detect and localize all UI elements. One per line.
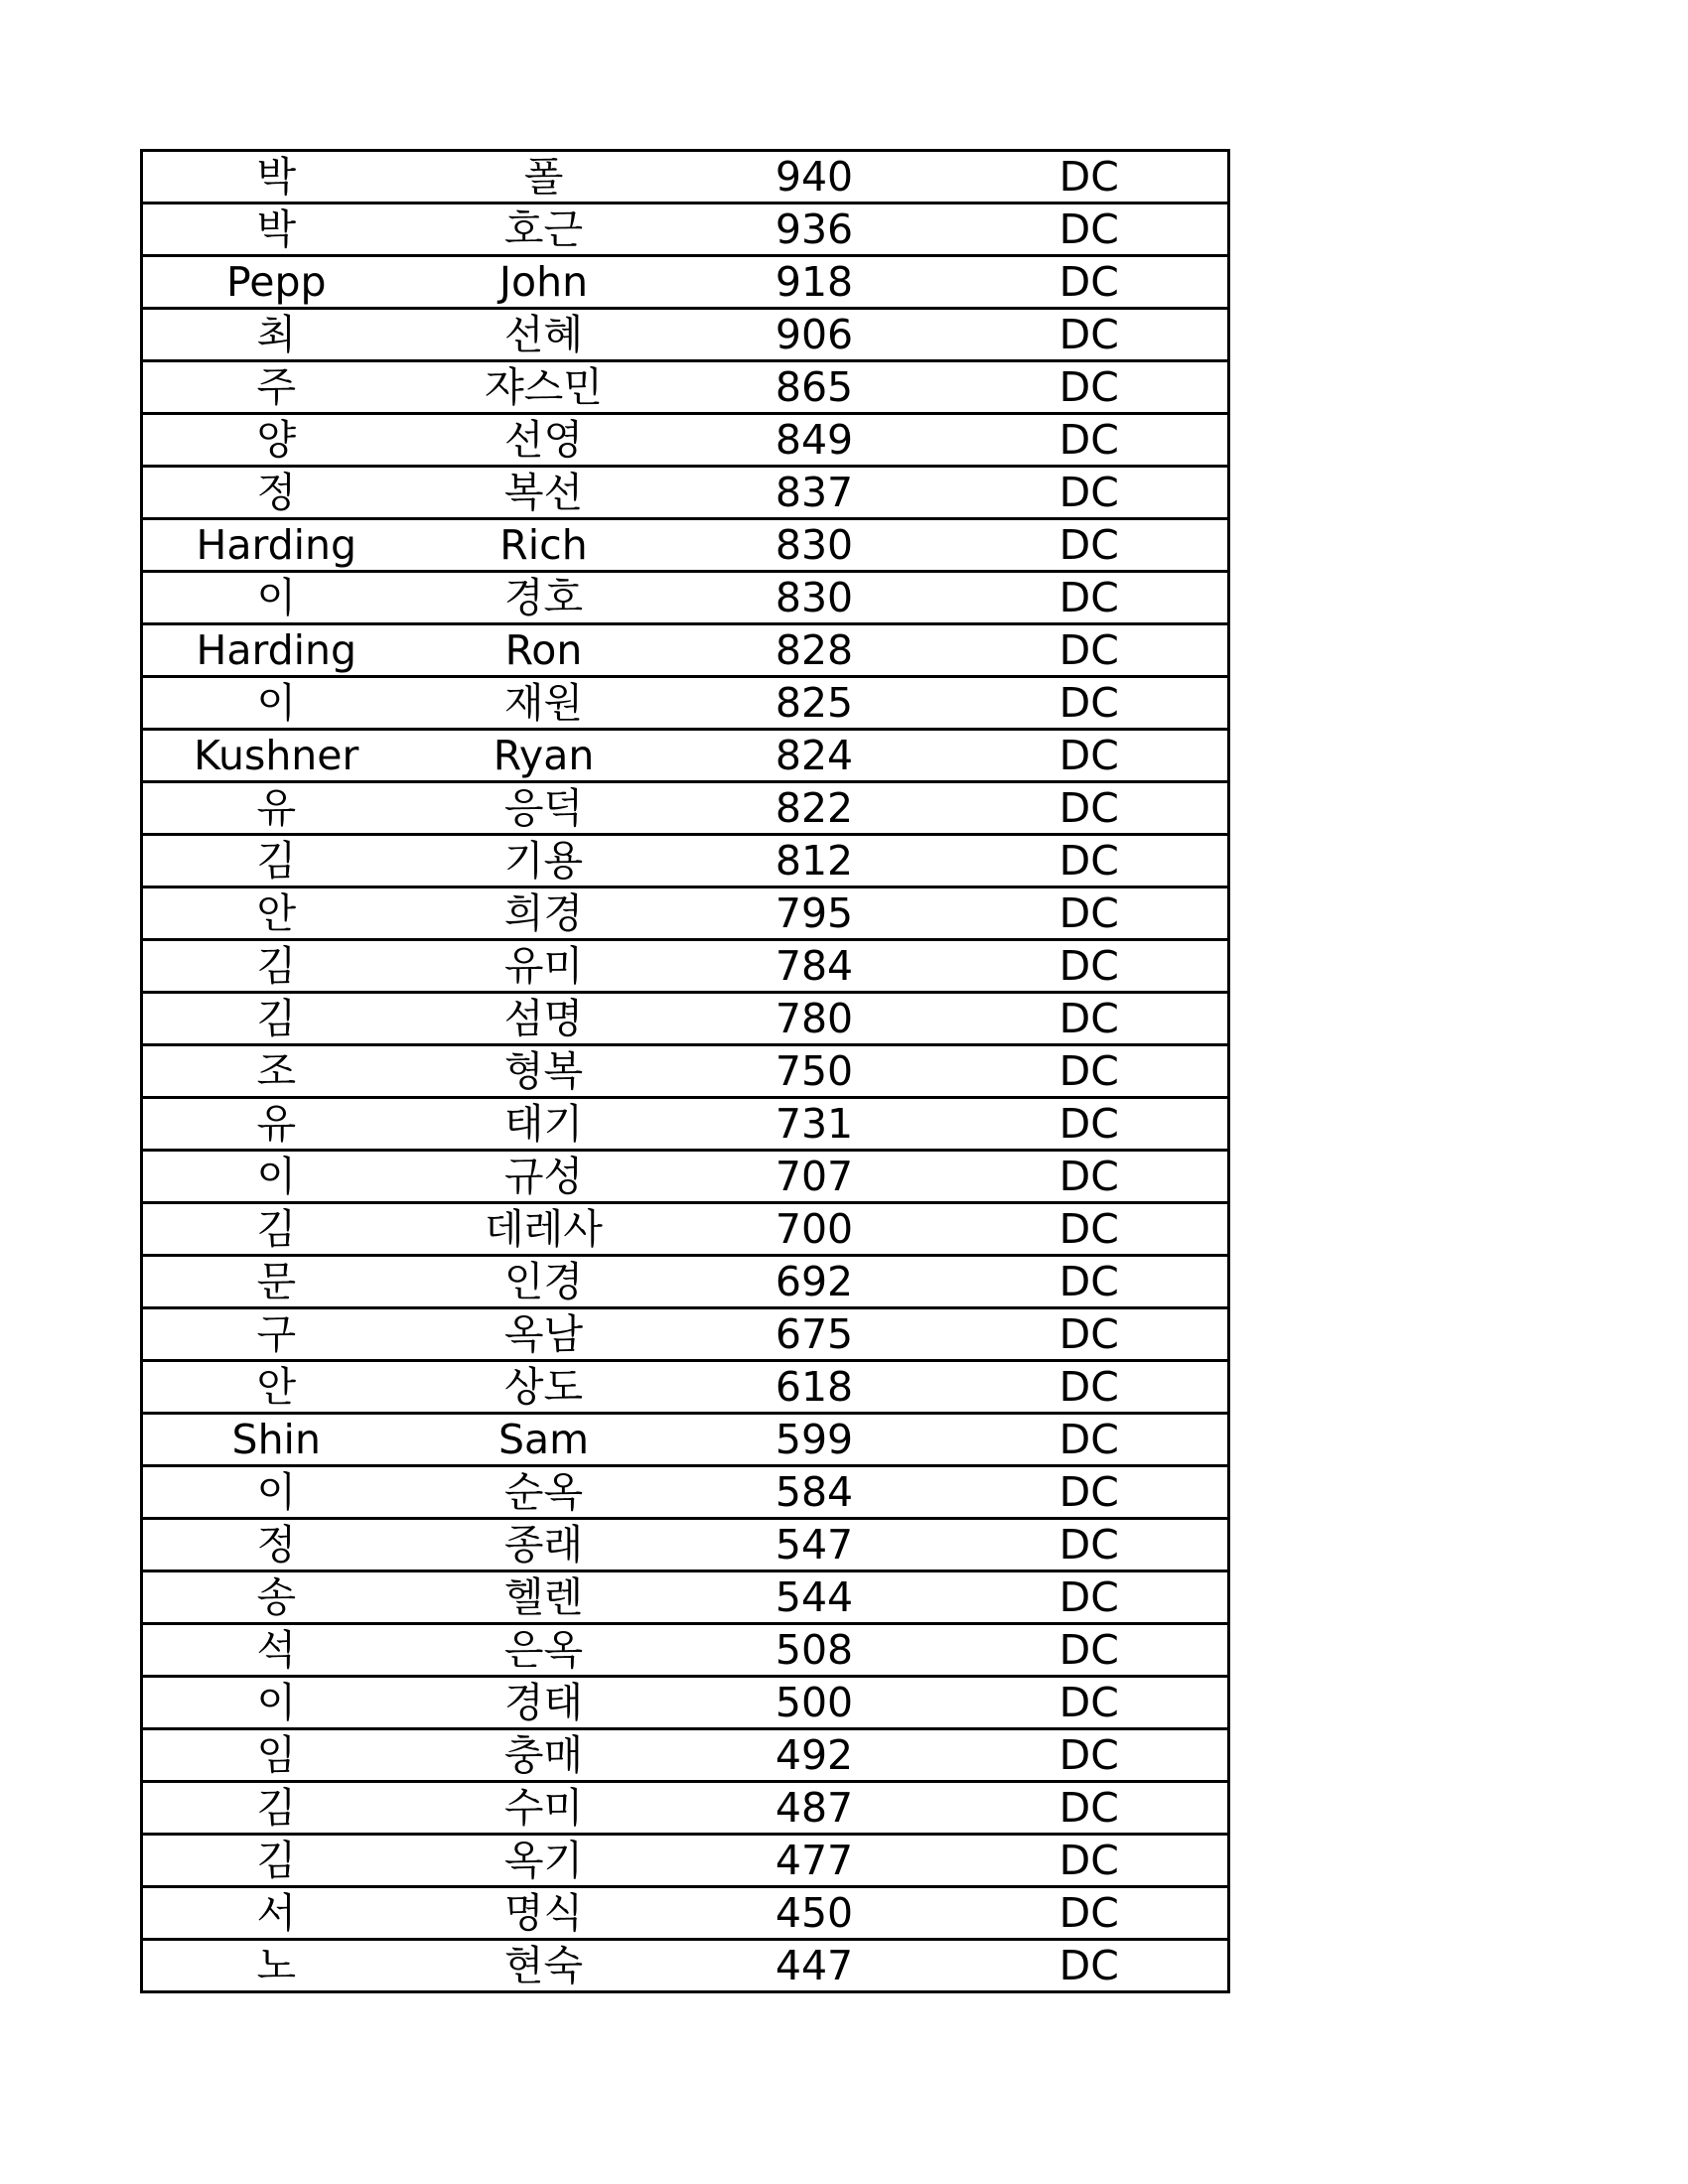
score-cell: 599 (678, 1414, 951, 1466)
last-name-cell: 김 (142, 940, 410, 993)
last-name-cell: 노 (142, 1940, 410, 1992)
table-row (142, 1835, 1229, 1887)
region-cell: DC (951, 1571, 1229, 1624)
last-name-cell: 석 (142, 1624, 410, 1677)
region-cell: DC (951, 782, 1229, 835)
region-cell: DC (951, 1729, 1229, 1782)
region-cell: DC (951, 204, 1229, 256)
table-row (142, 572, 1229, 624)
score-cell: 936 (678, 204, 951, 256)
region-cell: DC (951, 1361, 1229, 1414)
first-name-cell: 은옥 (410, 1624, 678, 1677)
score-cell: 830 (678, 519, 951, 572)
first-name-cell: 복선 (410, 467, 678, 519)
first-name-cell: 순옥 (410, 1466, 678, 1519)
table-row (142, 1519, 1229, 1571)
table-row (142, 887, 1229, 940)
region-cell: DC (951, 414, 1229, 467)
first-name-cell: 명식 (410, 1887, 678, 1940)
first-name-cell: Rich (410, 519, 678, 572)
table-row (142, 1571, 1229, 1624)
last-name-cell: 문 (142, 1256, 410, 1308)
last-name-cell: 최 (142, 309, 410, 361)
table-row (142, 1887, 1229, 1940)
table-row (142, 1466, 1229, 1519)
table-row (142, 1940, 1229, 1992)
last-name-cell: 김 (142, 993, 410, 1045)
table-row (142, 1414, 1229, 1466)
score-cell: 918 (678, 256, 951, 309)
table-row (142, 1045, 1229, 1098)
first-name-cell: 폴 (410, 151, 678, 204)
region-cell: DC (951, 572, 1229, 624)
first-name-cell: 선혜 (410, 309, 678, 361)
first-name-cell: 현숙 (410, 1940, 678, 1992)
first-name-cell: 경호 (410, 572, 678, 624)
region-cell: DC (951, 1940, 1229, 1992)
first-name-cell: 쟈스민 (410, 361, 678, 414)
score-cell: 731 (678, 1098, 951, 1151)
last-name-cell: 김 (142, 1203, 410, 1256)
region-cell: DC (951, 467, 1229, 519)
last-name-cell: 안 (142, 887, 410, 940)
first-name-cell: John (410, 256, 678, 309)
table-row (142, 519, 1229, 572)
first-name-cell: 경태 (410, 1677, 678, 1729)
first-name-cell: 재원 (410, 677, 678, 730)
last-name-cell: Harding (142, 519, 410, 572)
score-cell: 692 (678, 1256, 951, 1308)
last-name-cell: Harding (142, 624, 410, 677)
last-name-cell: 안 (142, 1361, 410, 1414)
first-name-cell: 응덕 (410, 782, 678, 835)
score-cell: 584 (678, 1466, 951, 1519)
last-name-cell: 양 (142, 414, 410, 467)
first-name-cell: Sam (410, 1414, 678, 1466)
region-cell: DC (951, 993, 1229, 1045)
table-row (142, 1151, 1229, 1203)
score-cell: 940 (678, 151, 951, 204)
table-row (142, 467, 1229, 519)
score-cell: 492 (678, 1729, 951, 1782)
last-name-cell: 송 (142, 1571, 410, 1624)
first-name-cell: 인경 (410, 1256, 678, 1308)
score-cell: 784 (678, 940, 951, 993)
last-name-cell: 박 (142, 204, 410, 256)
region-cell: DC (951, 1203, 1229, 1256)
table-row (142, 940, 1229, 993)
score-cell: 825 (678, 677, 951, 730)
table-row (142, 993, 1229, 1045)
last-name-cell: 정 (142, 1519, 410, 1571)
first-name-cell: 형복 (410, 1045, 678, 1098)
region-cell: DC (951, 1098, 1229, 1151)
score-cell: 865 (678, 361, 951, 414)
first-name-cell: 호근 (410, 204, 678, 256)
score-cell: 508 (678, 1624, 951, 1677)
region-cell: DC (951, 1414, 1229, 1466)
region-cell: DC (951, 677, 1229, 730)
region-cell: DC (951, 1151, 1229, 1203)
last-name-cell: 유 (142, 782, 410, 835)
region-cell: DC (951, 835, 1229, 887)
table-row (142, 361, 1229, 414)
region-cell: DC (951, 940, 1229, 993)
table-row (142, 151, 1229, 204)
last-name-cell: 조 (142, 1045, 410, 1098)
score-cell: 675 (678, 1308, 951, 1361)
first-name-cell: 상도 (410, 1361, 678, 1414)
score-cell: 487 (678, 1782, 951, 1835)
first-name-cell: 종래 (410, 1519, 678, 1571)
last-name-cell: 박 (142, 151, 410, 204)
last-name-cell: 이 (142, 1677, 410, 1729)
region-cell: DC (951, 1624, 1229, 1677)
score-cell: 547 (678, 1519, 951, 1571)
region-cell: DC (951, 887, 1229, 940)
score-cell: 707 (678, 1151, 951, 1203)
last-name-cell: 주 (142, 361, 410, 414)
score-cell: 700 (678, 1203, 951, 1256)
region-cell: DC (951, 256, 1229, 309)
first-name-cell: 규성 (410, 1151, 678, 1203)
score-cell: 824 (678, 730, 951, 782)
region-cell: DC (951, 1887, 1229, 1940)
score-cell: 822 (678, 782, 951, 835)
table-row (142, 1203, 1229, 1256)
score-cell: 500 (678, 1677, 951, 1729)
last-name-cell: 이 (142, 1466, 410, 1519)
last-name-cell: Kushner (142, 730, 410, 782)
region-cell: DC (951, 1308, 1229, 1361)
table-row (142, 677, 1229, 730)
score-cell: 450 (678, 1887, 951, 1940)
first-name-cell: 옥남 (410, 1308, 678, 1361)
table-row (142, 1729, 1229, 1782)
table-body (142, 151, 1229, 1992)
last-name-cell: 이 (142, 677, 410, 730)
score-cell: 618 (678, 1361, 951, 1414)
region-cell: DC (951, 1256, 1229, 1308)
table-row (142, 1782, 1229, 1835)
table-row (142, 1256, 1229, 1308)
first-name-cell: 기용 (410, 835, 678, 887)
last-name-cell: 김 (142, 1835, 410, 1887)
score-cell: 837 (678, 467, 951, 519)
score-cell: 795 (678, 887, 951, 940)
first-name-cell: 데레사 (410, 1203, 678, 1256)
last-name-cell: 서 (142, 1887, 410, 1940)
table-row (142, 309, 1229, 361)
region-cell: DC (951, 1466, 1229, 1519)
score-cell: 477 (678, 1835, 951, 1887)
last-name-cell: 김 (142, 1782, 410, 1835)
table-row (142, 256, 1229, 309)
last-name-cell: 정 (142, 467, 410, 519)
score-cell: 447 (678, 1940, 951, 1992)
region-cell: DC (951, 361, 1229, 414)
table-row (142, 782, 1229, 835)
data-table (140, 149, 1230, 1993)
first-name-cell: Ryan (410, 730, 678, 782)
score-cell: 780 (678, 993, 951, 1045)
region-cell: DC (951, 519, 1229, 572)
first-name-cell: 헬렌 (410, 1571, 678, 1624)
last-name-cell: 김 (142, 835, 410, 887)
region-cell: DC (951, 624, 1229, 677)
first-name-cell: Ron (410, 624, 678, 677)
score-cell: 828 (678, 624, 951, 677)
table-row (142, 1677, 1229, 1729)
score-cell: 849 (678, 414, 951, 467)
region-cell: DC (951, 1677, 1229, 1729)
first-name-cell: 충매 (410, 1729, 678, 1782)
region-cell: DC (951, 309, 1229, 361)
first-name-cell: 희경 (410, 887, 678, 940)
table-row (142, 835, 1229, 887)
region-cell: DC (951, 1782, 1229, 1835)
region-cell: DC (951, 1835, 1229, 1887)
first-name-cell: 수미 (410, 1782, 678, 1835)
score-cell: 750 (678, 1045, 951, 1098)
first-name-cell: 섬명 (410, 993, 678, 1045)
table-row (142, 1624, 1229, 1677)
table-row (142, 1308, 1229, 1361)
score-cell: 812 (678, 835, 951, 887)
last-name-cell: 이 (142, 572, 410, 624)
region-cell: DC (951, 1045, 1229, 1098)
region-cell: DC (951, 730, 1229, 782)
table-row (142, 414, 1229, 467)
region-cell: DC (951, 151, 1229, 204)
table-row (142, 730, 1229, 782)
table-row (142, 1098, 1229, 1151)
last-name-cell: Pepp (142, 256, 410, 309)
last-name-cell: 구 (142, 1308, 410, 1361)
first-name-cell: 유미 (410, 940, 678, 993)
first-name-cell: 선영 (410, 414, 678, 467)
last-name-cell: 임 (142, 1729, 410, 1782)
last-name-cell: 유 (142, 1098, 410, 1151)
first-name-cell: 옥기 (410, 1835, 678, 1887)
table-row (142, 204, 1229, 256)
last-name-cell: Shin (142, 1414, 410, 1466)
region-cell: DC (951, 1519, 1229, 1571)
score-cell: 830 (678, 572, 951, 624)
first-name-cell: 태기 (410, 1098, 678, 1151)
last-name-cell: 이 (142, 1151, 410, 1203)
score-cell: 906 (678, 309, 951, 361)
table-row (142, 1361, 1229, 1414)
score-cell: 544 (678, 1571, 951, 1624)
table-row (142, 624, 1229, 677)
